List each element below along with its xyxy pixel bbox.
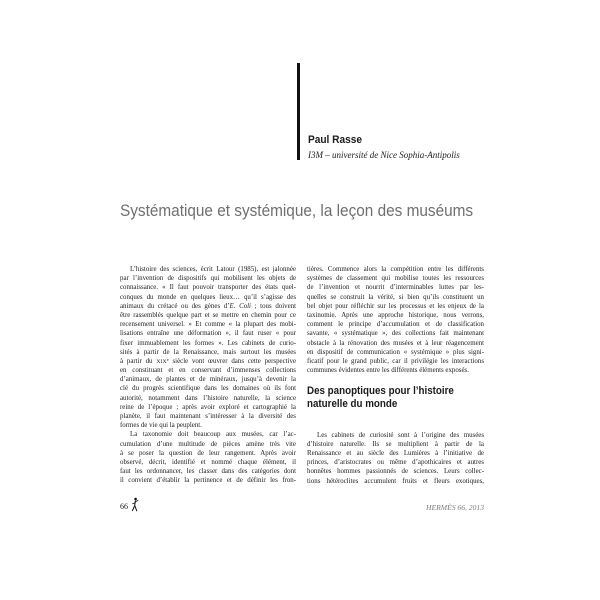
text-line-content: Renaissance et au siècle des Lumières à l’initiative de [307,449,484,457]
text-line-content: recensement universel. » Et comme « la plupart des mobi- [120,321,296,329]
text-line [120,476,296,485]
text-line [120,265,296,274]
text-line [120,311,296,320]
text-line-content: lisations entraîne une déformation », il faut ruser « pour [120,330,296,338]
text-line [120,293,296,302]
text-line-content: taxinomie. Après une approche historique, nous verrons, [307,311,484,319]
text-line-content: La taxonomie doit beaucoup aux musées, car l’ac- [130,431,296,439]
text-line-content: par l’invention de dispositifs qui mobilisent les objets de [120,275,296,283]
paragraph [120,265,296,430]
text-line-content [120,358,296,365]
text-line [307,357,484,366]
text-line-content: L’histoire des sciences, écrit Latour (1985), est jalonnée [130,266,296,273]
text-line [307,339,484,348]
text-line [120,320,296,329]
text-line [307,467,484,476]
text-line-content: communes évidentes entre les différents éléments exposés. [307,367,469,375]
text-line-content: conques du monde en quelques lieux… qu’il s’agisse des [120,293,296,301]
text-line [120,348,296,357]
text-run: à partir du [120,357,157,365]
journal-reference: HERMÈS 66, 2013 [426,503,484,512]
text-line [307,366,484,375]
text-line [120,384,296,393]
text-line [120,449,296,458]
text-line [120,458,296,467]
text-line-content: reine de l’époque ; après avoir exploré et cartographié la [120,403,296,411]
text-line [120,274,296,283]
text-line [307,348,484,357]
text-line [307,440,484,449]
text-line-content: cumulation d’une multitude de pièces amène très vite [120,440,296,448]
text-line [307,302,484,311]
paragraph [307,265,484,375]
text-line-content: tières. Commence alors la compétition entre les différents [307,266,484,273]
text-line-content: formes de vie qui la peuplent. [120,422,202,430]
emphasis-text: E. Coli [229,302,251,310]
text-line [307,283,484,292]
hermes-logo-icon [130,497,140,512]
paragraph [307,431,484,486]
text-line-content: fixer immuablement les formes ». Les cabinets de curio- [120,339,296,347]
text-line [120,339,296,348]
text-line [120,329,296,338]
superscript-text: e [166,357,169,363]
text-line-content: en dispositif de communication « systémique » plus signi- [307,348,484,356]
text-line [120,421,296,430]
text-line-content: en constituant et en conservant d’immenses collections [120,367,296,375]
text-line-content: à se poser la question de leur rangement. Après avoir [120,449,296,457]
text-line [120,430,296,439]
text-line-content [120,303,296,310]
right-column-text [307,265,484,375]
text-line-content: systèmes de classement qui mobilise toutes les ressources [307,275,484,283]
text-line-content: autorité, notamment dans l’histoire naturelle, la science [120,394,296,402]
text-line [120,412,296,421]
text-line-content: sités à partir de la Renaissance, mais surtout les musées [120,348,296,356]
paragraph [120,430,296,485]
text-line-content: quelles se construit la vérité, si bien qu’ils constituent un [307,293,484,301]
logo-body [132,501,137,512]
text-line [120,467,296,476]
text-line [307,449,484,458]
text-line [120,366,296,375]
text-line-content: ficatif pour le grand public, car il privilégie les interactions [307,357,484,365]
text-line [307,311,484,320]
left-column [120,265,296,486]
text-line [307,320,484,329]
text-run: animaux du crétacé ou des gènes d’ [120,302,230,310]
text-line [307,458,484,467]
text-line [307,274,484,283]
text-line [120,403,296,412]
section-heading-line: Des panoptiques pour l’histoire [307,385,454,397]
text-line-content: bel objet pour réfléchir sur les processus et les enjeux de la [307,302,484,310]
text-line [307,431,484,440]
text-line-content: tions hétéroclites accumulent fruits et fleurs exotiques, [307,477,484,485]
text-line [120,375,296,384]
text-line-content: d’animaux, de plantes et de minéraux, jusqu’à devenir la [120,376,296,384]
text-line [307,293,484,302]
author-vertical-rule [297,63,300,160]
text-line [120,394,296,403]
text-run: ; tous doivent [250,302,296,310]
text-line-content: d’histoire naturelle. Ils se multiplient à partir de la [307,440,484,448]
text-line [307,477,484,486]
text-line [120,440,296,449]
text-line-content: comment le principe d’accumulation et de classification [307,321,484,329]
text-line-content: il convient d’établir la pertinence et de définir les fron- [120,477,296,485]
text-line [307,329,484,338]
text-line-content: faut les ordonnancer, les classer dans des catégories dont [120,468,296,476]
text-line-content: Les cabinets de curiosité sont à l’origine des musées [317,431,484,439]
article-title: Systématique et systémique, la leçon des muséums [120,202,474,220]
small-caps-text: XIX [156,358,167,365]
text-line-content: de l’invention et nourrit d’interminables luttes par les- [307,284,484,292]
text-line [120,302,296,311]
author-affiliation: I3M – université de Nice Sophia-Antipolis [308,150,460,160]
text-line-content: planète, il faut maintenant s’intéresser à la diversité des [120,413,296,420]
text-line [307,265,484,274]
section-text [307,431,484,486]
section-heading [307,385,454,410]
logo-head [134,498,137,501]
text-line-content: obstacle à la rénovation des musées et à leur réagencement [307,339,484,347]
text-line-content: observé, décrit, identifié et nommé chaque élément, il [120,458,296,466]
text-line [120,283,296,292]
page-number: 66 [120,502,128,511]
text-line-content: clé du progrès scientifique dans les domaines où ils font [120,385,296,393]
text-line-content: connaissance. « Il faut pouvoir transporter des états quel- [120,284,296,292]
text-line-content: être rassemblés quelque part et se mettre en chemin pour ce [120,311,296,319]
section-heading-line: naturelle du monde [307,397,398,410]
text-line-content: honnêtes hommes passionnés de sciences. Leurs collec- [307,468,484,476]
text-line-content: savante, « systématique », des collections fait maintenant [307,330,484,338]
author-name: Paul Rasse [308,134,363,146]
text-line-content: princes, d’aristocrates ou même d’apothicaires et autres [307,459,484,467]
text-run: siècle vont œuvrer dans cette perspective [168,357,296,365]
text-line [120,357,296,366]
